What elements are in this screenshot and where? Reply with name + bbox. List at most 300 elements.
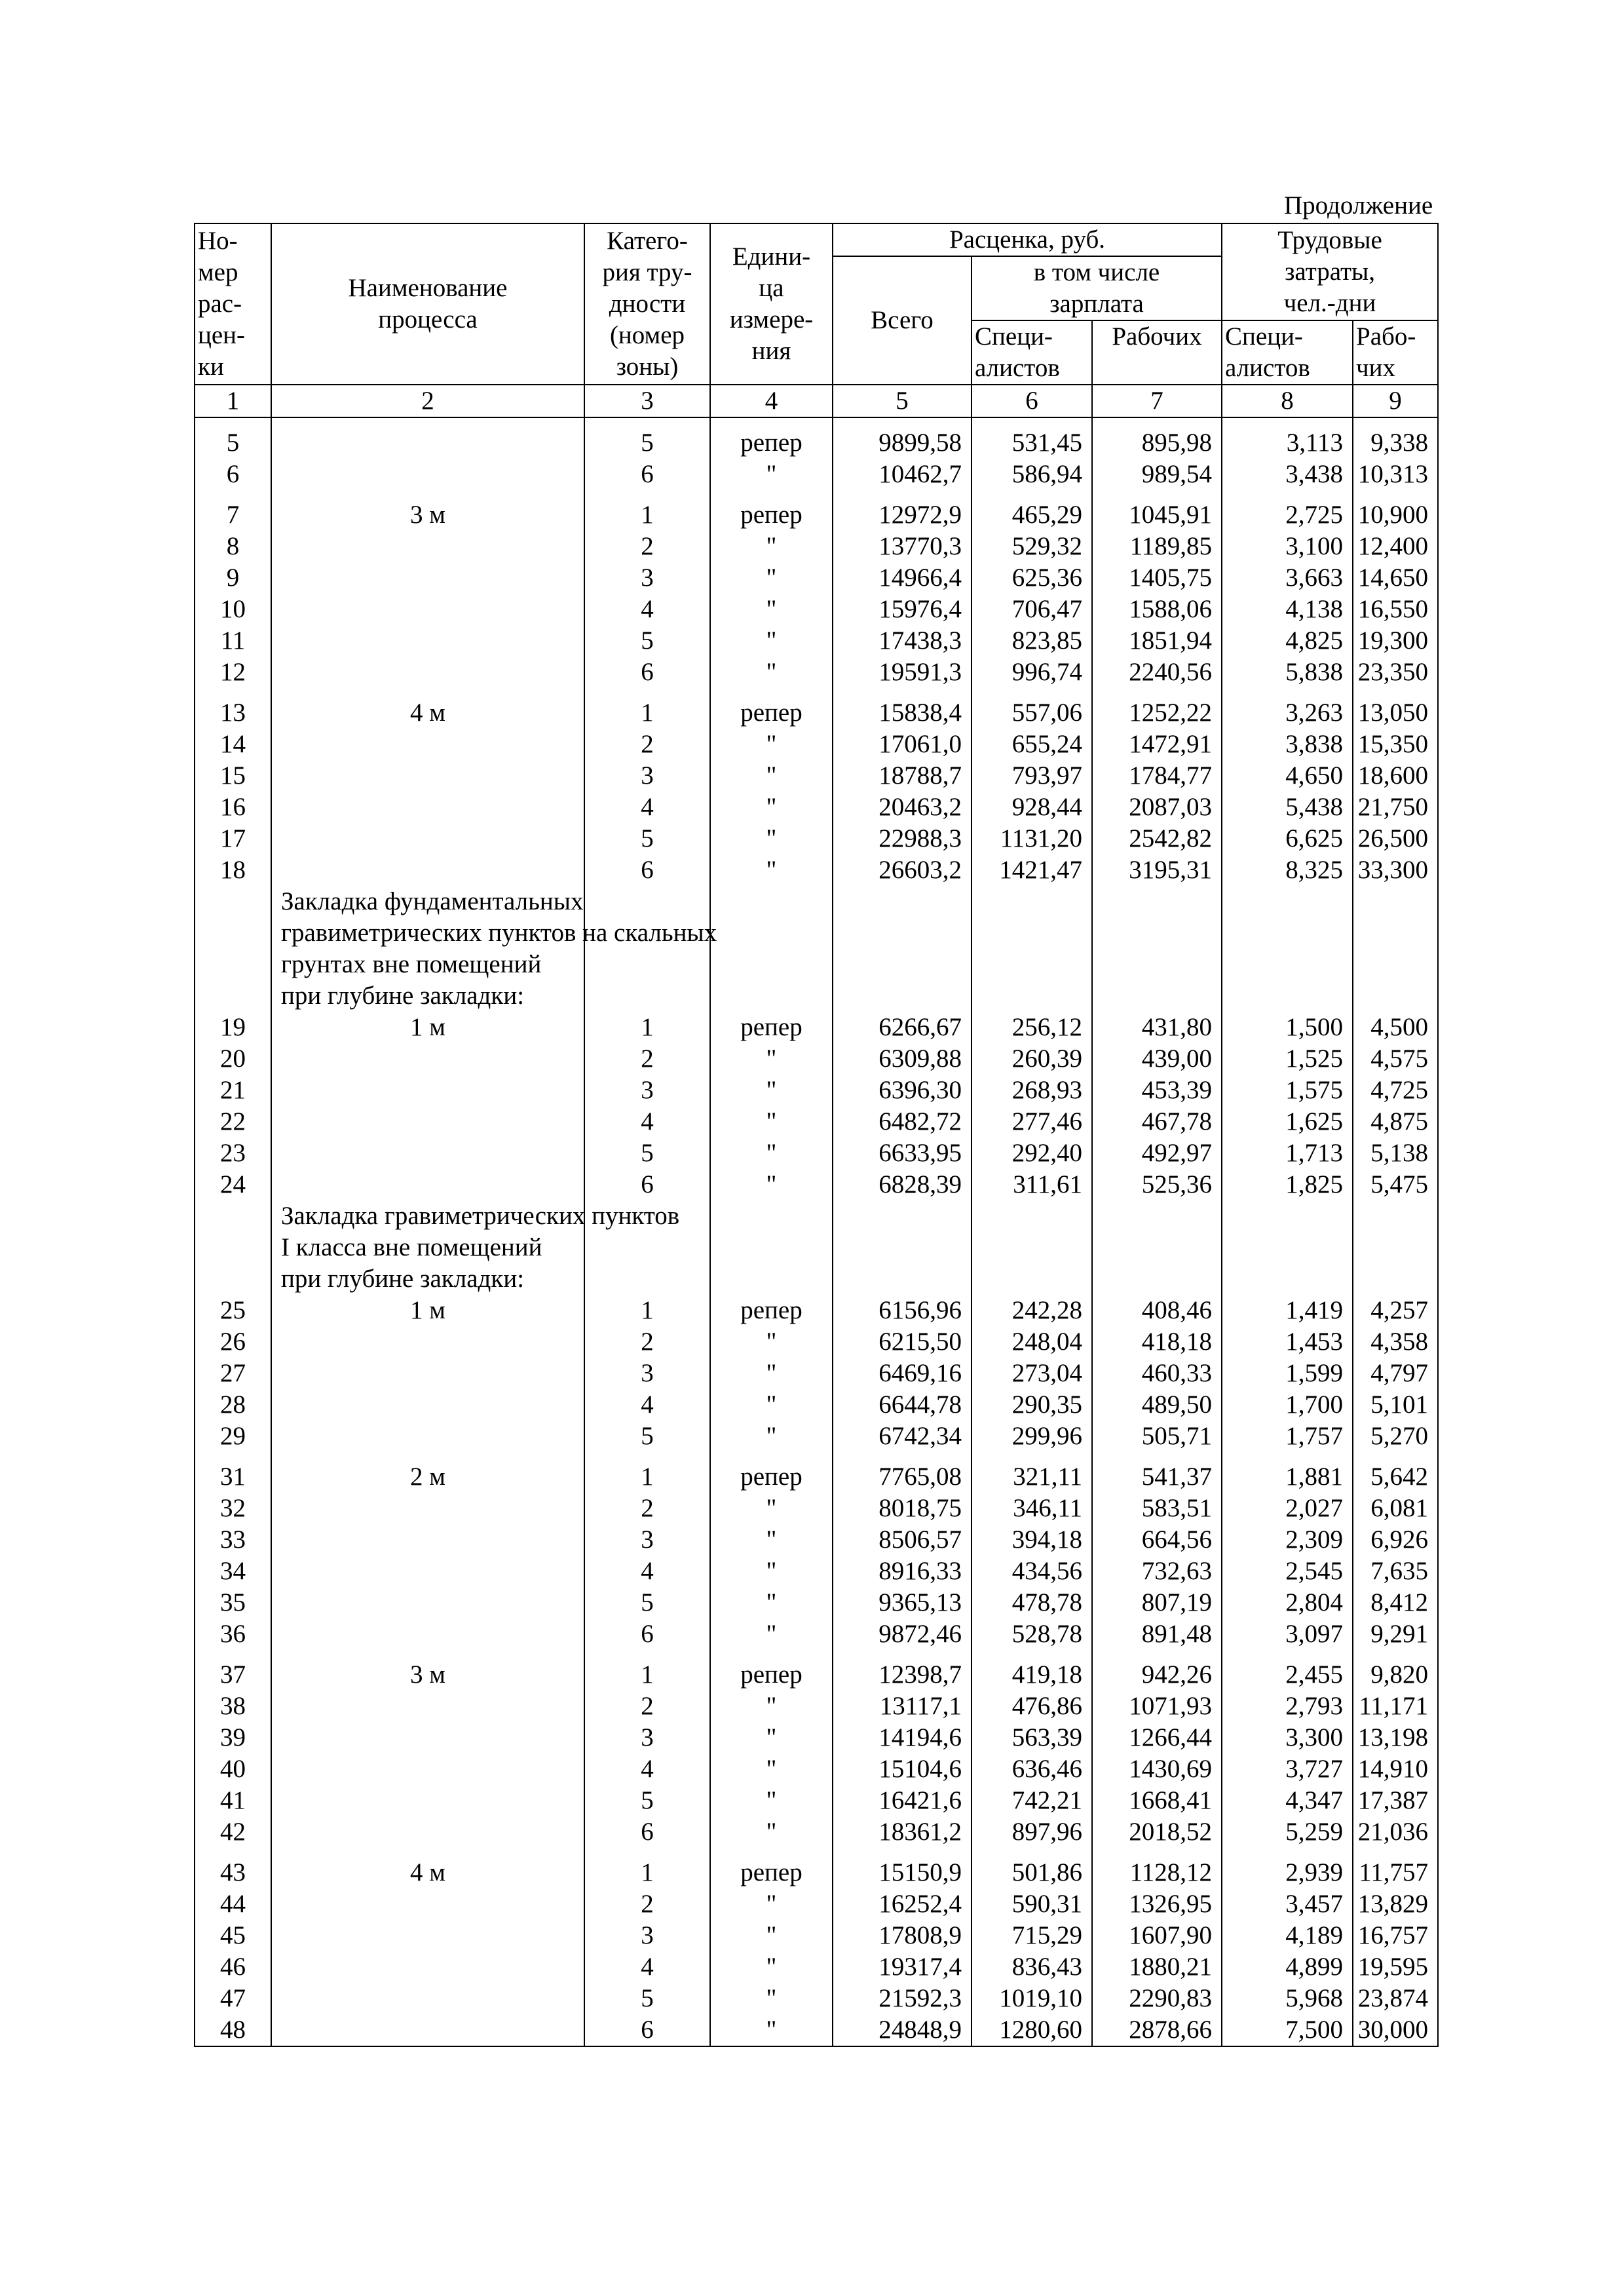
rate-number-cell: 36 xyxy=(195,1618,271,1650)
col-number: 1 xyxy=(195,385,271,417)
difficulty-category-cell: 4 xyxy=(584,1951,710,1983)
difficulty-category-cell: 1 xyxy=(584,1650,710,1691)
process-depth-cell xyxy=(271,1326,584,1358)
salary-workers-cell: 664,56 xyxy=(1092,1524,1222,1556)
empty-cell xyxy=(1353,886,1438,917)
salary-specialists-cell: 528,78 xyxy=(972,1618,1092,1650)
unit-of-measure-cell: " xyxy=(710,2014,833,2046)
labor-workers-cell: 11,757 xyxy=(1353,1848,1438,1888)
process-depth-cell xyxy=(271,729,584,760)
labor-workers-cell: 13,198 xyxy=(1353,1722,1438,1753)
empty-cell xyxy=(972,917,1092,949)
header-including-salary: в том числе зарплата xyxy=(972,256,1222,320)
labor-workers-cell: 12,400 xyxy=(1353,531,1438,562)
process-depth-cell xyxy=(271,760,584,792)
difficulty-category-cell: 4 xyxy=(584,1106,710,1138)
salary-workers-cell: 989,54 xyxy=(1092,459,1222,490)
table-row xyxy=(195,1618,1438,1650)
salary-workers-cell: 460,33 xyxy=(1092,1358,1222,1389)
section-heading-line: Закладка фундаментальных xyxy=(271,886,584,917)
salary-specialists-cell: 321,11 xyxy=(972,1452,1092,1493)
rate-total-cell: 17808,9 xyxy=(833,1920,972,1951)
col-number: 4 xyxy=(710,385,833,417)
process-depth-cell: 3 м xyxy=(271,1650,584,1691)
unit-of-measure-cell: " xyxy=(710,1753,833,1785)
salary-workers-cell: 1045,91 xyxy=(1092,490,1222,531)
process-depth-cell xyxy=(271,1556,584,1587)
rate-number-cell: 27 xyxy=(195,1358,271,1389)
process-depth-cell: 4 м xyxy=(271,688,584,729)
unit-of-measure-cell: " xyxy=(710,1075,833,1106)
process-depth-cell xyxy=(271,1169,584,1200)
difficulty-category-cell: 1 xyxy=(584,1295,710,1326)
salary-specialists-cell: 256,12 xyxy=(972,1012,1092,1043)
difficulty-category-cell: 5 xyxy=(584,1785,710,1816)
unit-of-measure-cell: " xyxy=(710,562,833,594)
salary-specialists-cell: 715,29 xyxy=(972,1920,1092,1951)
salary-specialists-cell: 625,36 xyxy=(972,562,1092,594)
empty-cell xyxy=(584,1263,710,1295)
rate-number-cell: 19 xyxy=(195,1012,271,1043)
difficulty-category-cell: 6 xyxy=(584,1816,710,1848)
salary-specialists-cell: 897,96 xyxy=(972,1816,1092,1848)
labor-specialists-cell: 5,438 xyxy=(1222,792,1353,823)
salary-workers-cell: 1430,69 xyxy=(1092,1753,1222,1785)
table-row xyxy=(195,1295,1438,1326)
difficulty-category-cell: 6 xyxy=(584,1169,710,1200)
unit-of-measure-cell: " xyxy=(710,1888,833,1920)
salary-specialists-cell: 823,85 xyxy=(972,625,1092,657)
table-row xyxy=(195,1722,1438,1753)
table-row xyxy=(195,1951,1438,1983)
unit-of-measure-cell: " xyxy=(710,1358,833,1389)
table-body xyxy=(195,417,1438,2046)
table-row xyxy=(195,1075,1438,1106)
rate-number-cell: 28 xyxy=(195,1389,271,1421)
rate-total-cell: 17061,0 xyxy=(833,729,972,760)
salary-specialists-cell: 1131,20 xyxy=(972,823,1092,854)
salary-specialists-cell: 476,86 xyxy=(972,1691,1092,1722)
header-salary-specialists: Специ- алистов xyxy=(972,320,1092,385)
unit-of-measure-cell: " xyxy=(710,1587,833,1618)
empty-cell xyxy=(1353,917,1438,949)
salary-workers-cell: 1607,90 xyxy=(1092,1920,1222,1951)
labor-workers-cell: 11,171 xyxy=(1353,1691,1438,1722)
salary-workers-cell: 2290,83 xyxy=(1092,1983,1222,2014)
rate-total-cell: 6156,96 xyxy=(833,1295,972,1326)
labor-workers-cell: 9,291 xyxy=(1353,1618,1438,1650)
rate-total-cell: 10462,7 xyxy=(833,459,972,490)
rate-number-cell: 38 xyxy=(195,1691,271,1722)
salary-workers-cell: 431,80 xyxy=(1092,1012,1222,1043)
labor-specialists-cell: 1,599 xyxy=(1222,1358,1353,1389)
empty-cell xyxy=(1092,1200,1222,1232)
process-depth-cell: 1 м xyxy=(271,1295,584,1326)
salary-workers-cell: 492,97 xyxy=(1092,1138,1222,1169)
labor-specialists-cell: 4,899 xyxy=(1222,1951,1353,1983)
rate-total-cell: 6633,95 xyxy=(833,1138,972,1169)
process-depth-cell xyxy=(271,1493,584,1524)
header-labor-specialists: Специ- алистов xyxy=(1222,320,1353,385)
salary-workers-cell: 1128,12 xyxy=(1092,1848,1222,1888)
rate-number-cell: 31 xyxy=(195,1452,271,1493)
salary-specialists-cell: 563,39 xyxy=(972,1722,1092,1753)
salary-workers-cell: 895,98 xyxy=(1092,417,1222,459)
rate-total-cell: 13117,1 xyxy=(833,1691,972,1722)
labor-workers-cell: 7,635 xyxy=(1353,1556,1438,1587)
salary-specialists-cell: 346,11 xyxy=(972,1493,1092,1524)
rate-total-cell: 16421,6 xyxy=(833,1785,972,1816)
unit-of-measure-cell: " xyxy=(710,1043,833,1075)
labor-specialists-cell: 3,663 xyxy=(1222,562,1353,594)
table-row xyxy=(195,1848,1438,1888)
rate-total-cell: 9899,58 xyxy=(833,417,972,459)
unit-of-measure-cell: репер xyxy=(710,688,833,729)
labor-specialists-cell: 4,825 xyxy=(1222,625,1353,657)
labor-workers-cell: 13,050 xyxy=(1353,688,1438,729)
labor-workers-cell: 18,600 xyxy=(1353,760,1438,792)
labor-specialists-cell: 2,545 xyxy=(1222,1556,1353,1587)
table-row xyxy=(195,1920,1438,1951)
salary-workers-cell: 1252,22 xyxy=(1092,688,1222,729)
section-heading-row xyxy=(195,917,1438,949)
unit-of-measure-cell: " xyxy=(710,1920,833,1951)
process-depth-cell xyxy=(271,1524,584,1556)
salary-workers-cell: 891,48 xyxy=(1092,1618,1222,1650)
process-depth-cell xyxy=(271,562,584,594)
process-depth-cell xyxy=(271,417,584,459)
labor-specialists-cell: 1,525 xyxy=(1222,1043,1353,1075)
salary-specialists-cell: 248,04 xyxy=(972,1326,1092,1358)
empty-cell xyxy=(1092,886,1222,917)
salary-workers-cell: 942,26 xyxy=(1092,1650,1222,1691)
section-heading-line: гравиметрических пунктов на скальных xyxy=(271,917,584,949)
empty-cell xyxy=(1353,1200,1438,1232)
labor-specialists-cell: 1,713 xyxy=(1222,1138,1353,1169)
difficulty-category-cell: 4 xyxy=(584,792,710,823)
table-row xyxy=(195,1753,1438,1785)
empty-cell xyxy=(1222,1263,1353,1295)
process-depth-cell xyxy=(271,1753,584,1785)
labor-specialists-cell: 5,259 xyxy=(1222,1816,1353,1848)
rate-number-cell: 47 xyxy=(195,1983,271,2014)
salary-workers-cell: 418,18 xyxy=(1092,1326,1222,1358)
section-heading-line: Закладка гравиметрических пунктов xyxy=(271,1200,584,1232)
section-heading-row xyxy=(195,1200,1438,1232)
labor-specialists-cell: 1,700 xyxy=(1222,1389,1353,1421)
empty-cell xyxy=(972,1263,1092,1295)
empty-cell xyxy=(972,1200,1092,1232)
rate-total-cell: 22988,3 xyxy=(833,823,972,854)
table-row xyxy=(195,854,1438,886)
rate-total-cell: 6742,34 xyxy=(833,1421,972,1452)
salary-workers-cell: 1880,21 xyxy=(1092,1951,1222,1983)
empty-cell xyxy=(833,1263,972,1295)
table-row xyxy=(195,1452,1438,1493)
labor-workers-cell: 14,910 xyxy=(1353,1753,1438,1785)
labor-specialists-cell: 3,100 xyxy=(1222,531,1353,562)
section-heading-row xyxy=(195,980,1438,1012)
difficulty-category-cell: 6 xyxy=(584,459,710,490)
table-row xyxy=(195,1587,1438,1618)
salary-specialists-cell: 292,40 xyxy=(972,1138,1092,1169)
process-depth-cell xyxy=(271,1138,584,1169)
unit-of-measure-cell: " xyxy=(710,1983,833,2014)
table-row xyxy=(195,1650,1438,1691)
difficulty-category-cell: 3 xyxy=(584,1722,710,1753)
rate-total-cell: 6482,72 xyxy=(833,1106,972,1138)
empty-cell xyxy=(195,980,271,1012)
process-depth-cell xyxy=(271,1587,584,1618)
empty-cell xyxy=(833,980,972,1012)
process-depth-cell xyxy=(271,1421,584,1452)
empty-cell xyxy=(1222,949,1353,980)
salary-specialists-cell: 268,93 xyxy=(972,1075,1092,1106)
process-depth-cell xyxy=(271,1618,584,1650)
unit-of-measure-cell: репер xyxy=(710,1295,833,1326)
empty-cell xyxy=(833,949,972,980)
table-row xyxy=(195,1389,1438,1421)
labor-workers-cell: 21,750 xyxy=(1353,792,1438,823)
difficulty-category-cell: 1 xyxy=(584,688,710,729)
empty-cell xyxy=(1353,980,1438,1012)
col-number: 6 xyxy=(972,385,1092,417)
table-row xyxy=(195,760,1438,792)
salary-workers-cell: 1071,93 xyxy=(1092,1691,1222,1722)
labor-workers-cell: 10,313 xyxy=(1353,459,1438,490)
process-depth-cell: 1 м xyxy=(271,1012,584,1043)
rate-total-cell: 12972,9 xyxy=(833,490,972,531)
process-depth-cell xyxy=(271,1785,584,1816)
salary-specialists-cell: 836,43 xyxy=(972,1951,1092,1983)
salary-specialists-cell: 1421,47 xyxy=(972,854,1092,886)
labor-specialists-cell: 3,727 xyxy=(1222,1753,1353,1785)
rate-total-cell: 18361,2 xyxy=(833,1816,972,1848)
rate-total-cell: 18788,7 xyxy=(833,760,972,792)
rate-number-cell: 21 xyxy=(195,1075,271,1106)
salary-specialists-cell: 273,04 xyxy=(972,1358,1092,1389)
rate-number-cell: 16 xyxy=(195,792,271,823)
col-number: 5 xyxy=(833,385,972,417)
salary-workers-cell: 408,46 xyxy=(1092,1295,1222,1326)
rate-number-cell: 23 xyxy=(195,1138,271,1169)
salary-workers-cell: 453,39 xyxy=(1092,1075,1222,1106)
labor-specialists-cell: 4,138 xyxy=(1222,594,1353,625)
section-heading-row xyxy=(195,886,1438,917)
table-row xyxy=(195,1691,1438,1722)
process-depth-cell: 4 м xyxy=(271,1848,584,1888)
section-heading-row xyxy=(195,1263,1438,1295)
labor-workers-cell: 33,300 xyxy=(1353,854,1438,886)
empty-cell xyxy=(710,917,833,949)
table-row xyxy=(195,562,1438,594)
labor-specialists-cell: 3,457 xyxy=(1222,1888,1353,1920)
rate-number-cell: 26 xyxy=(195,1326,271,1358)
rate-total-cell: 14966,4 xyxy=(833,562,972,594)
process-depth-cell xyxy=(271,1106,584,1138)
rate-total-cell: 7765,08 xyxy=(833,1452,972,1493)
empty-cell xyxy=(972,1232,1092,1263)
rate-number-cell: 29 xyxy=(195,1421,271,1452)
difficulty-category-cell: 4 xyxy=(584,594,710,625)
labor-workers-cell: 13,829 xyxy=(1353,1888,1438,1920)
rate-number-cell: 34 xyxy=(195,1556,271,1587)
difficulty-category-cell: 3 xyxy=(584,1358,710,1389)
salary-workers-cell: 439,00 xyxy=(1092,1043,1222,1075)
salary-specialists-cell: 260,39 xyxy=(972,1043,1092,1075)
column-number-row xyxy=(195,385,1438,417)
difficulty-category-cell: 2 xyxy=(584,1691,710,1722)
rate-number-cell: 40 xyxy=(195,1753,271,1785)
rate-number-cell: 25 xyxy=(195,1295,271,1326)
rate-number-cell: 11 xyxy=(195,625,271,657)
rate-total-cell: 12398,7 xyxy=(833,1650,972,1691)
table-row xyxy=(195,1169,1438,1200)
difficulty-category-cell: 3 xyxy=(584,1920,710,1951)
salary-workers-cell: 467,78 xyxy=(1092,1106,1222,1138)
rate-total-cell: 6309,88 xyxy=(833,1043,972,1075)
section-heading-line: при глубине закладки: xyxy=(271,1263,584,1295)
col-number: 9 xyxy=(1353,385,1438,417)
salary-specialists-cell: 928,44 xyxy=(972,792,1092,823)
process-depth-cell xyxy=(271,1816,584,1848)
rate-number-cell: 24 xyxy=(195,1169,271,1200)
difficulty-category-cell: 6 xyxy=(584,854,710,886)
process-depth-cell xyxy=(271,594,584,625)
labor-specialists-cell: 3,263 xyxy=(1222,688,1353,729)
salary-workers-cell: 525,36 xyxy=(1092,1169,1222,1200)
empty-cell xyxy=(1222,980,1353,1012)
unit-of-measure-cell: репер xyxy=(710,1848,833,1888)
header-rate-group: Расценка, руб. xyxy=(833,223,1222,256)
rate-total-cell: 9872,46 xyxy=(833,1618,972,1650)
unit-of-measure-cell: " xyxy=(710,1816,833,1848)
header-salary-workers: Рабочих xyxy=(1092,320,1222,385)
labor-specialists-cell: 5,968 xyxy=(1222,1983,1353,2014)
unit-of-measure-cell: " xyxy=(710,1326,833,1358)
process-depth-cell xyxy=(271,1691,584,1722)
labor-specialists-cell: 1,881 xyxy=(1222,1452,1353,1493)
unit-of-measure-cell: " xyxy=(710,1493,833,1524)
unit-of-measure-cell: репер xyxy=(710,490,833,531)
salary-specialists-cell: 501,86 xyxy=(972,1848,1092,1888)
table-row xyxy=(195,1358,1438,1389)
rate-total-cell: 6396,30 xyxy=(833,1075,972,1106)
labor-workers-cell: 4,358 xyxy=(1353,1326,1438,1358)
table-row xyxy=(195,657,1438,688)
salary-workers-cell: 1784,77 xyxy=(1092,760,1222,792)
empty-cell xyxy=(195,1200,271,1232)
unit-of-measure-cell: " xyxy=(710,729,833,760)
salary-specialists-cell: 290,35 xyxy=(972,1389,1092,1421)
rate-total-cell: 6644,78 xyxy=(833,1389,972,1421)
labor-workers-cell: 5,642 xyxy=(1353,1452,1438,1493)
salary-workers-cell: 489,50 xyxy=(1092,1389,1222,1421)
empty-cell xyxy=(1092,1232,1222,1263)
salary-specialists-cell: 557,06 xyxy=(972,688,1092,729)
unit-of-measure-cell: " xyxy=(710,1169,833,1200)
unit-of-measure-cell: " xyxy=(710,1691,833,1722)
table-row xyxy=(195,823,1438,854)
rate-number-cell: 32 xyxy=(195,1493,271,1524)
salary-workers-cell: 1668,41 xyxy=(1092,1785,1222,1816)
empty-cell xyxy=(833,1200,972,1232)
table-row xyxy=(195,1816,1438,1848)
difficulty-category-cell: 1 xyxy=(584,1848,710,1888)
header-labor-costs: Трудовые затраты, чел.-дни xyxy=(1222,223,1438,320)
empty-cell xyxy=(972,886,1092,917)
difficulty-category-cell: 3 xyxy=(584,1524,710,1556)
unit-of-measure-cell: репер xyxy=(710,1650,833,1691)
unit-of-measure-cell: " xyxy=(710,1138,833,1169)
difficulty-category-cell: 4 xyxy=(584,1389,710,1421)
labor-workers-cell: 4,257 xyxy=(1353,1295,1438,1326)
table-row xyxy=(195,1326,1438,1358)
section-heading-row xyxy=(195,949,1438,980)
unit-of-measure-cell: " xyxy=(710,1106,833,1138)
empty-cell xyxy=(195,1263,271,1295)
table-row xyxy=(195,1012,1438,1043)
rate-number-cell: 39 xyxy=(195,1722,271,1753)
salary-specialists-cell: 478,78 xyxy=(972,1587,1092,1618)
labor-specialists-cell: 4,650 xyxy=(1222,760,1353,792)
empty-cell xyxy=(1353,949,1438,980)
labor-specialists-cell: 2,939 xyxy=(1222,1848,1353,1888)
labor-workers-cell: 17,387 xyxy=(1353,1785,1438,1816)
difficulty-category-cell: 5 xyxy=(584,823,710,854)
difficulty-category-cell: 2 xyxy=(584,729,710,760)
labor-specialists-cell: 5,838 xyxy=(1222,657,1353,688)
labor-specialists-cell: 3,838 xyxy=(1222,729,1353,760)
rate-number-cell: 18 xyxy=(195,854,271,886)
header-labor-workers: Рабо- чих xyxy=(1353,320,1438,385)
rate-total-cell: 17438,3 xyxy=(833,625,972,657)
labor-workers-cell: 4,575 xyxy=(1353,1043,1438,1075)
difficulty-category-cell: 2 xyxy=(584,1493,710,1524)
difficulty-category-cell: 1 xyxy=(584,490,710,531)
empty-cell xyxy=(972,980,1092,1012)
rate-total-cell: 19317,4 xyxy=(833,1951,972,1983)
process-depth-cell xyxy=(271,1075,584,1106)
table-row xyxy=(195,729,1438,760)
rate-number-cell: 15 xyxy=(195,760,271,792)
rate-total-cell: 8506,57 xyxy=(833,1524,972,1556)
col-number: 3 xyxy=(584,385,710,417)
salary-workers-cell: 1189,85 xyxy=(1092,531,1222,562)
labor-workers-cell: 10,900 xyxy=(1353,490,1438,531)
table-row xyxy=(195,1785,1438,1816)
labor-workers-cell: 19,595 xyxy=(1353,1951,1438,1983)
difficulty-category-cell: 5 xyxy=(584,1587,710,1618)
salary-specialists-cell: 586,94 xyxy=(972,459,1092,490)
difficulty-category-cell: 1 xyxy=(584,1012,710,1043)
labor-specialists-cell: 2,309 xyxy=(1222,1524,1353,1556)
unit-of-measure-cell: " xyxy=(710,657,833,688)
salary-specialists-cell: 419,18 xyxy=(972,1650,1092,1691)
section-heading-line: грунтах вне помещений xyxy=(271,949,584,980)
table-row xyxy=(195,1043,1438,1075)
rate-number-cell: 37 xyxy=(195,1650,271,1691)
empty-cell xyxy=(833,917,972,949)
rate-total-cell: 16252,4 xyxy=(833,1888,972,1920)
labor-specialists-cell: 4,347 xyxy=(1222,1785,1353,1816)
difficulty-category-cell: 5 xyxy=(584,1983,710,2014)
salary-workers-cell: 1326,95 xyxy=(1092,1888,1222,1920)
labor-specialists-cell: 4,189 xyxy=(1222,1920,1353,1951)
table-row xyxy=(195,1888,1438,1920)
header-rate-number: Но- мер рас- цен- ки xyxy=(195,223,271,385)
rates-table xyxy=(194,223,1439,2047)
